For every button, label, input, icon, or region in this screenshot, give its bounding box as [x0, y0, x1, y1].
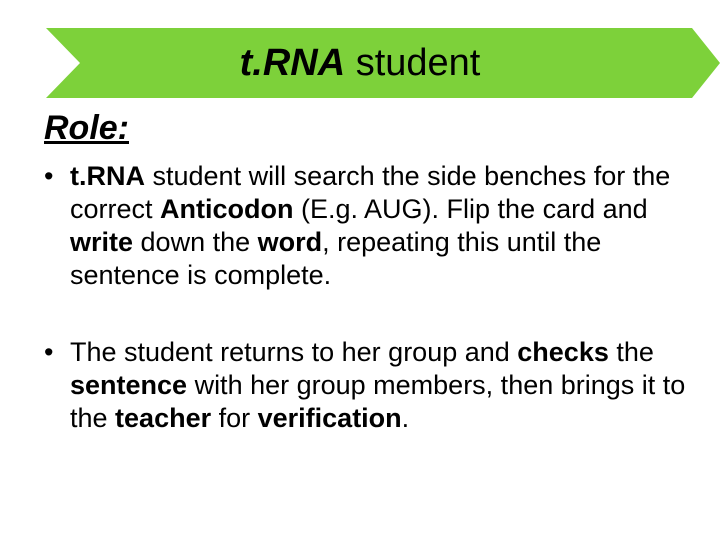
bullet-segment: checks: [517, 337, 609, 367]
title-banner: [0, 0, 720, 120]
bullet-dot-icon: •: [44, 161, 54, 191]
bullet-segment: word: [257, 227, 323, 257]
bullet-segment: write: [70, 227, 134, 257]
bullet-segment: .: [401, 403, 410, 433]
bullet-text: [70, 337, 685, 433]
bullet-segment: teacher: [115, 403, 212, 433]
bullet-segment: with her group members, then brings it to the: [70, 370, 686, 433]
bullet-segment: (E.g. AUG). Flip the card and: [293, 194, 648, 224]
bullet-segment: , repeating this until the sentence is complete.: [70, 227, 602, 290]
bullet-segment: The student returns to her group and: [70, 337, 518, 367]
role-heading: Role:: [44, 109, 129, 147]
banner-title-main: t.RNA: [239, 42, 346, 84]
bullet-text: [70, 161, 670, 290]
banner-title: [0, 38, 720, 88]
bullet-segment: t.RNA: [70, 161, 145, 191]
bullet-segment: Anticodon: [160, 194, 294, 224]
banner-title-rest: student: [345, 42, 481, 84]
bullet-item: [44, 160, 694, 292]
bullet-segment: down the: [133, 227, 258, 257]
bullet-segment: student will search the side benches for the correct: [70, 161, 671, 224]
bullet-item: [44, 336, 694, 435]
bullet-dot-icon: •: [44, 337, 54, 367]
bullet-segment: the: [608, 337, 654, 367]
bullet-segment: for: [211, 403, 258, 433]
bullet-segment: verification: [257, 403, 402, 433]
bullet-list: [44, 160, 694, 435]
bullet-segment: sentence: [70, 370, 188, 400]
